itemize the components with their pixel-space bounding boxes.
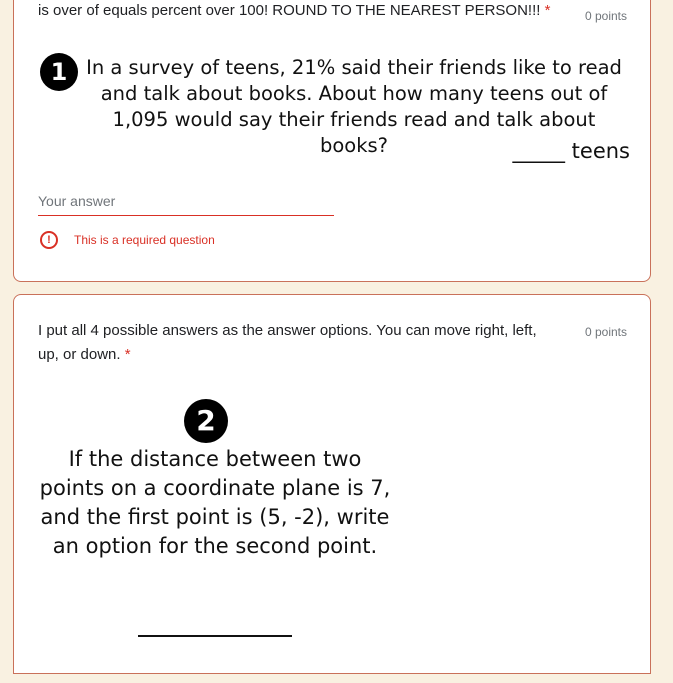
error-text: This is a required question <box>74 233 215 247</box>
question-title <box>38 0 558 23</box>
question-image <box>38 51 630 175</box>
answer-input[interactable] <box>38 189 334 216</box>
required-asterisk: * <box>124 346 131 363</box>
answer-blank-line <box>138 635 292 637</box>
question-title-text: is over of equals percent over 100! ROUND TO THE NEAREST PERSON!!! <box>38 2 541 19</box>
question-title <box>38 319 558 367</box>
error-icon: ! <box>40 231 58 249</box>
answer-blank: _____ teens <box>512 139 630 163</box>
number-badge: 2 <box>184 399 228 443</box>
question-title-text: I put all 4 possible answers as the answer options. You can move right, left, up, or down. <box>38 322 537 363</box>
points-label: 0 points <box>584 9 627 23</box>
points-label: 0 points <box>584 325 627 339</box>
question-image-text: If the distance between two points on a coordinate plane is 7, and the first point is (5, -2), write an option for the second point. <box>39 447 391 558</box>
question-card-2 <box>13 294 651 674</box>
question-image <box>38 393 398 683</box>
number-badge: 1 <box>40 53 78 91</box>
question-image-text: In a survey of teens, 21% said their friends like to read and talk about books. About how many teens out of 1,095 would say their friends read and talk about books? <box>86 56 622 157</box>
required-asterisk: * <box>544 2 551 19</box>
question-card-1 <box>13 0 651 282</box>
